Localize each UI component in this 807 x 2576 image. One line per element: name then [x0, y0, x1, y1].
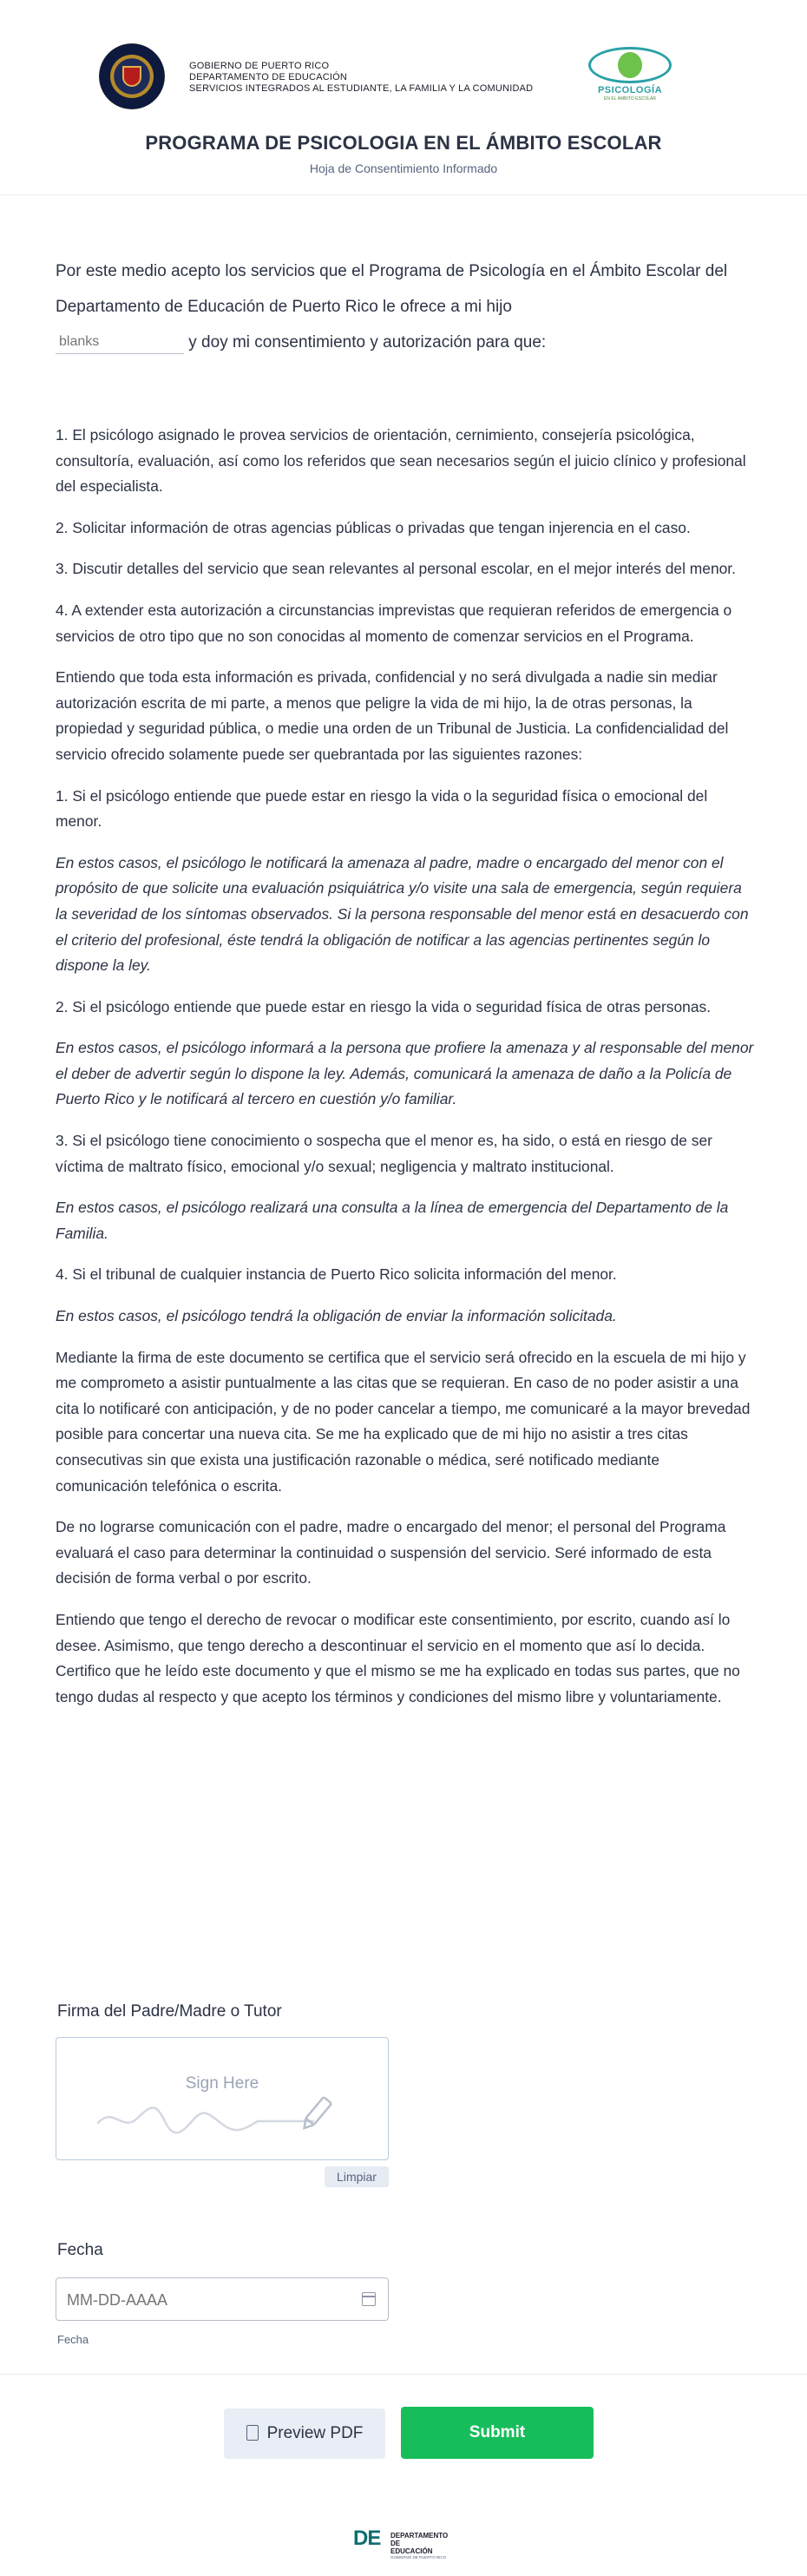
de-logo-line-3: GOBIERNO DE PUERTO RICO — [390, 2555, 447, 2560]
clear-signature-button[interactable]: Limpiar — [325, 2166, 389, 2187]
consent-paragraph: 2. Solicitar información de otras agencias públicas o privadas que tengan injerencia en el caso. — [56, 518, 691, 536]
head-icon — [618, 52, 642, 78]
psicologia-logo — [583, 45, 677, 102]
de-logo-line-1: DEPARTAMENTO DE — [390, 2532, 449, 2547]
de-logo-mark: DE — [353, 2527, 381, 2550]
form-header — [0, 0, 807, 195]
calendar-icon[interactable] — [362, 2292, 376, 2306]
consent-paragraph: En estos casos, el psicólogo le notificará la amenaza al padre, madre o encargado del menor con el propósito de que solicite una evaluación psiquiátrica y/o visite una sala de emergencia, según requiera la severidad de los síntomas observados. Si la persona responsable del menor está en desacuerdo con el criterio del profesional, éste tendrá la obligación de notificar a las agencias pertinentes según lo dispone la ley. — [56, 853, 749, 975]
gov-line-2: DEPARTAMENTO DE EDUCACIÓN — [189, 72, 348, 82]
submit-button[interactable]: Submit — [401, 2407, 594, 2459]
date-field[interactable] — [56, 2277, 389, 2321]
gov-line-3: SERVICIOS INTEGRADOS AL ESTUDIANTE, LA FAMILIA Y LA COMUNIDAD — [189, 83, 534, 94]
de-logo-words — [390, 2532, 457, 2560]
intro-text-after: y doy mi consentimiento y autorización para que: — [188, 333, 547, 352]
department-education-logo — [353, 2527, 457, 2560]
consent-paragraph: En estos casos, el psicólogo informará a la persona que profiere la amenaza y al responsable del menor el deber de advertir según lo dispone la ley. Además, comunicará la amenaza de daño a la Policía de Puerto Rico y le notificará al tercero en cuestión y/o familiar. — [56, 1039, 754, 1108]
consent-paragraph: Entiendo que tengo el derecho de revocar o modificar este consentimiento, por escrito, cuando así lo desee. Asimismo, que tengo derecho a descontinuar el servicio en el momento que así lo decida. Certifico que he leído este documento y que el mismo se me ha explicado en todas sus partes, que no tengo dudas al respecto y que acepto los términos y condiciones del mismo libre y voluntariamente. — [56, 1610, 740, 1705]
signature-label: Firma del Padre/Madre o Tutor — [57, 2002, 282, 2021]
consent-paragraph: Mediante la firma de este documento se certifica que el servicio será ofrecido en la escuela de mi hijo y me comprometo a asistir puntualmente a las citas que se requieran. En caso de no poder asistir a una cita lo notificaré con anticipación, y de no poder cancelar a tiempo, me comunicaré a la mayor brevedad posible para concertar una nueva cita. Se me ha explicado que de mi hijo no asistir a tres citas consecutivas sin que exista una justificación razonable o médica, seré notificado mediante comunicación telefónica o escrita. — [56, 1348, 751, 1495]
consent-body — [56, 423, 754, 1725]
intro-text-before: Por este medio acepto los servicios que el Programa de Psicología en el Ámbito Escolar del Departamento de Educación de Puerto Rico le ofrece a mi hijo — [56, 262, 728, 316]
consent-paragraph: 1. El psicólogo asignado le provea servicios de orientación, cernimiento, consejería psicológica, consultoría, evaluación, así como los referidos que sean necesarios según el juicio clínico y profesional del especialista. — [56, 426, 746, 496]
consent-paragraph: 4. A extender esta autorización a circunstancias imprevistas que requieran referidos de emergencia o servicios de otro tipo que no son conocidas al momento de comenzar servicios en el Programa. — [56, 601, 732, 645]
consent-paragraph: 3. Discutir detalles del servicio que sean relevantes al personal escolar, en el mejor interés del menor. — [56, 560, 736, 578]
signature-placeholder: Sign Here — [185, 2074, 259, 2093]
pdf-icon — [246, 2425, 259, 2441]
gov-line-1: GOBIERNO DE PUERTO RICO — [189, 61, 330, 71]
consent-paragraph: De no lograrse comunicación con el padre, madre o encargado del menor; el personal del Programa evaluará el caso para determinar la continuidad o suspensión del servicio. Seré informado de esta decisión de forma verbal o por escrito. — [56, 1518, 726, 1587]
date-sublabel: Fecha — [57, 2333, 89, 2346]
date-label: Fecha — [57, 2241, 103, 2259]
preview-pdf-label: Preview PDF — [266, 2424, 364, 2442]
child-name-input[interactable] — [56, 332, 184, 354]
preview-pdf-button[interactable] — [224, 2408, 385, 2459]
seal-shield-icon — [122, 66, 141, 87]
consent-paragraph: 4. Si el tribunal de cualquier instancia de Puerto Rico solicita información del menor. — [56, 1265, 617, 1284]
consent-paragraph: 1. Si el psicólogo entiende que puede estar en riesgo la vida o la seguridad física o emocional del menor. — [56, 786, 708, 831]
page-title: PROGRAMA DE PSICOLOGIA EN EL ÁMBITO ESCOLAR — [145, 132, 662, 154]
intro-paragraph — [56, 253, 750, 360]
puerto-rico-seal-logo — [99, 43, 165, 109]
consent-paragraph: En estos casos, el psicólogo realizará una consulta a la línea de emergencia del Departamento de la Familia. — [56, 1199, 729, 1242]
consent-paragraph: 3. Si el psicólogo tiene conocimiento o sospecha que el menor es, ha sido, o está en riesgo de ser víctima de maltrato físico, emocional y/o sexual; negligencia y maltrato institucional. — [56, 1132, 712, 1175]
page-subtitle: Hoja de Consentimiento Informado — [309, 161, 498, 175]
consent-paragraph: Entiendo que toda esta información es privada, confidencial y no será divulgada a nadie sin mediar autorización escrita de mi parte, a menos que peligre la vida de mi hijo, la de otras personas, la propiedad y seguridad pública, o medie una orden de un Tribunal de Justicia. La confidencialidad del servicio ofrecido solamente puede ser quebrantada por las siguientes razones: — [56, 668, 729, 763]
government-lines — [189, 61, 533, 95]
de-logo-line-2: EDUCACIÓN — [390, 2547, 433, 2555]
consent-paragraph: 2. Si el psicólogo entiende que puede estar en riesgo la vida o seguridad física de otras personas. — [56, 997, 712, 1015]
date-input[interactable] — [67, 2289, 327, 2311]
footer-divider — [0, 2374, 807, 2375]
signature-pad[interactable] — [56, 2037, 389, 2160]
consent-paragraph: En estos casos, el psicólogo tendrá la obligación de enviar la información solicitada. — [56, 1307, 617, 1325]
psicologia-logo-subtext: EN EL ÁMBITO ESCOLAR — [603, 96, 657, 102]
psicologia-logo-text: PSICOLOGÍA — [597, 85, 663, 95]
